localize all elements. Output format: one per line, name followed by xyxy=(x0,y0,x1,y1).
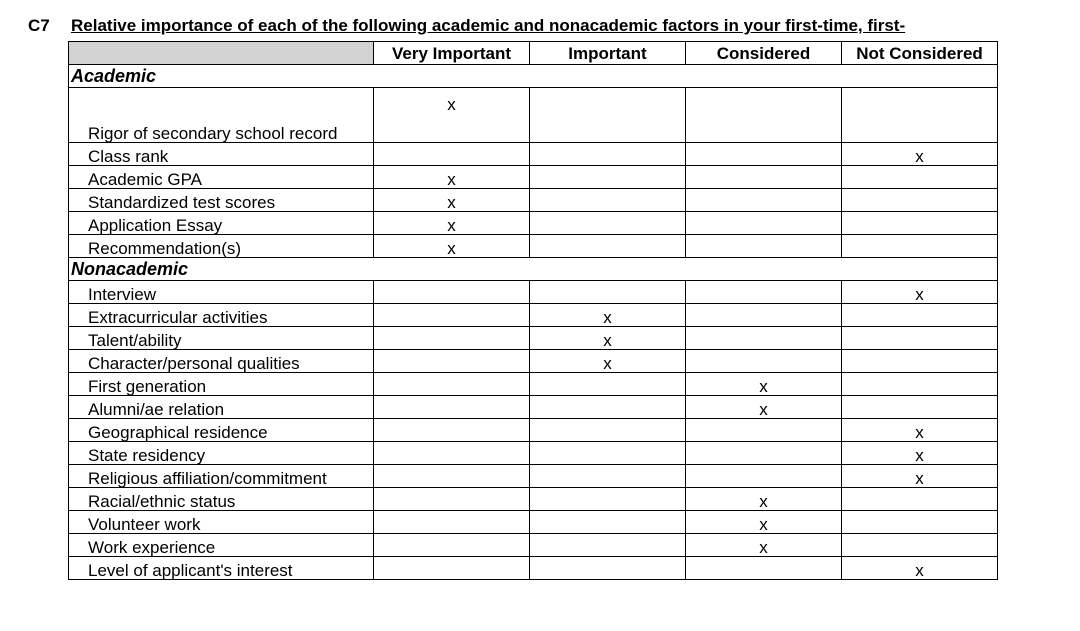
importance-cell xyxy=(842,166,998,189)
column-header: Not Considered xyxy=(842,42,998,65)
importance-cell xyxy=(374,373,530,396)
importance-cell: x xyxy=(686,488,842,511)
importance-cell xyxy=(686,442,842,465)
importance-cell xyxy=(686,304,842,327)
table-row xyxy=(69,143,998,166)
table-row xyxy=(69,442,998,465)
importance-cell: x xyxy=(374,212,530,235)
factor-label: State residency xyxy=(69,442,374,465)
importance-cell xyxy=(686,235,842,258)
column-header: Considered xyxy=(686,42,842,65)
question-code: C7 xyxy=(28,16,50,35)
importance-cell xyxy=(374,465,530,488)
importance-cell xyxy=(686,143,842,166)
table-row xyxy=(69,350,998,373)
importance-cell xyxy=(842,534,998,557)
importance-cell xyxy=(842,327,998,350)
table-row xyxy=(69,304,998,327)
importance-cell xyxy=(530,373,686,396)
factor-label: Application Essay xyxy=(69,212,374,235)
factor-label: Character/personal qualities xyxy=(69,350,374,373)
importance-cell: x xyxy=(686,511,842,534)
table-row xyxy=(69,534,998,557)
importance-cell xyxy=(374,534,530,557)
factor-label: Level of applicant's interest xyxy=(69,557,374,580)
factor-label: Interview xyxy=(69,281,374,304)
importance-cell xyxy=(374,304,530,327)
table-row xyxy=(69,327,998,350)
importance-cell: x xyxy=(842,465,998,488)
importance-cell xyxy=(842,212,998,235)
importance-cell: x xyxy=(530,327,686,350)
importance-cell: x xyxy=(842,442,998,465)
factors-table xyxy=(68,41,998,580)
importance-cell xyxy=(374,143,530,166)
factor-label: Recommendation(s) xyxy=(69,235,374,258)
table-row xyxy=(69,88,998,143)
importance-cell xyxy=(374,419,530,442)
importance-cell xyxy=(842,396,998,419)
importance-cell xyxy=(686,419,842,442)
section-heading: Academic xyxy=(69,65,998,88)
importance-cell: x xyxy=(530,304,686,327)
table-row xyxy=(69,212,998,235)
importance-cell xyxy=(530,534,686,557)
importance-cell xyxy=(530,511,686,534)
importance-cell xyxy=(374,511,530,534)
table-body xyxy=(69,65,998,580)
factor-label: Class rank xyxy=(69,143,374,166)
importance-cell xyxy=(686,465,842,488)
importance-cell xyxy=(686,88,842,143)
factor-label: Alumni/ae relation xyxy=(69,396,374,419)
table-row xyxy=(69,235,998,258)
importance-cell: x xyxy=(374,235,530,258)
table-row xyxy=(69,396,998,419)
factor-label: Work experience xyxy=(69,534,374,557)
table-row xyxy=(69,189,998,212)
factor-label: Talent/ability xyxy=(69,327,374,350)
table-row xyxy=(69,488,998,511)
section-heading: Nonacademic xyxy=(69,258,998,281)
importance-cell xyxy=(530,212,686,235)
importance-cell: x xyxy=(686,534,842,557)
importance-cell xyxy=(530,465,686,488)
section-row xyxy=(69,65,998,88)
importance-cell xyxy=(530,488,686,511)
importance-cell xyxy=(374,396,530,419)
importance-cell xyxy=(374,557,530,580)
importance-cell: x xyxy=(842,143,998,166)
column-header: Important xyxy=(530,42,686,65)
importance-cell xyxy=(530,396,686,419)
factor-label: First generation xyxy=(69,373,374,396)
factor-label: Standardized test scores xyxy=(69,189,374,212)
importance-cell xyxy=(686,557,842,580)
importance-cell xyxy=(530,235,686,258)
importance-cell: x xyxy=(530,350,686,373)
importance-cell xyxy=(530,281,686,304)
table-row xyxy=(69,166,998,189)
importance-cell xyxy=(686,350,842,373)
importance-cell xyxy=(530,88,686,143)
importance-cell: x xyxy=(374,166,530,189)
factor-label: Extracurricular activities xyxy=(69,304,374,327)
importance-cell: x xyxy=(686,396,842,419)
importance-cell xyxy=(686,212,842,235)
table-row xyxy=(69,373,998,396)
importance-cell xyxy=(374,327,530,350)
importance-cell xyxy=(530,442,686,465)
question-title: Relative importance of each of the following academic and nonacademic factors in your first-time, first- xyxy=(71,16,906,35)
section-row xyxy=(69,258,998,281)
importance-cell: x xyxy=(374,88,530,143)
importance-cell xyxy=(530,419,686,442)
importance-cell: x xyxy=(686,373,842,396)
importance-cell xyxy=(374,350,530,373)
factor-label: Volunteer work xyxy=(69,511,374,534)
table-row xyxy=(69,511,998,534)
factor-label: Geographical residence xyxy=(69,419,374,442)
importance-cell xyxy=(842,304,998,327)
importance-cell: x xyxy=(842,281,998,304)
factor-label: Rigor of secondary school record xyxy=(69,88,374,143)
table-row xyxy=(69,557,998,580)
factor-label: Academic GPA xyxy=(69,166,374,189)
importance-cell xyxy=(374,281,530,304)
importance-cell xyxy=(842,189,998,212)
importance-cell: x xyxy=(842,557,998,580)
importance-cell xyxy=(842,350,998,373)
factor-label: Racial/ethnic status xyxy=(69,488,374,511)
table-row xyxy=(69,281,998,304)
importance-cell xyxy=(686,189,842,212)
table-row xyxy=(69,465,998,488)
table-row xyxy=(69,419,998,442)
importance-cell xyxy=(842,488,998,511)
importance-cell xyxy=(842,511,998,534)
importance-cell xyxy=(530,143,686,166)
importance-cell xyxy=(842,235,998,258)
importance-cell xyxy=(686,166,842,189)
importance-cell: x xyxy=(842,419,998,442)
factor-label: Religious affiliation/commitment xyxy=(69,465,374,488)
importance-cell xyxy=(686,327,842,350)
importance-cell xyxy=(374,488,530,511)
importance-cell xyxy=(842,88,998,143)
importance-cell xyxy=(530,189,686,212)
importance-cell xyxy=(842,373,998,396)
header-row xyxy=(69,42,998,65)
importance-cell xyxy=(374,442,530,465)
header-blank-cell xyxy=(69,42,374,65)
importance-cell xyxy=(530,557,686,580)
importance-cell xyxy=(530,166,686,189)
column-header: Very Important xyxy=(374,42,530,65)
importance-cell: x xyxy=(374,189,530,212)
importance-cell xyxy=(686,281,842,304)
